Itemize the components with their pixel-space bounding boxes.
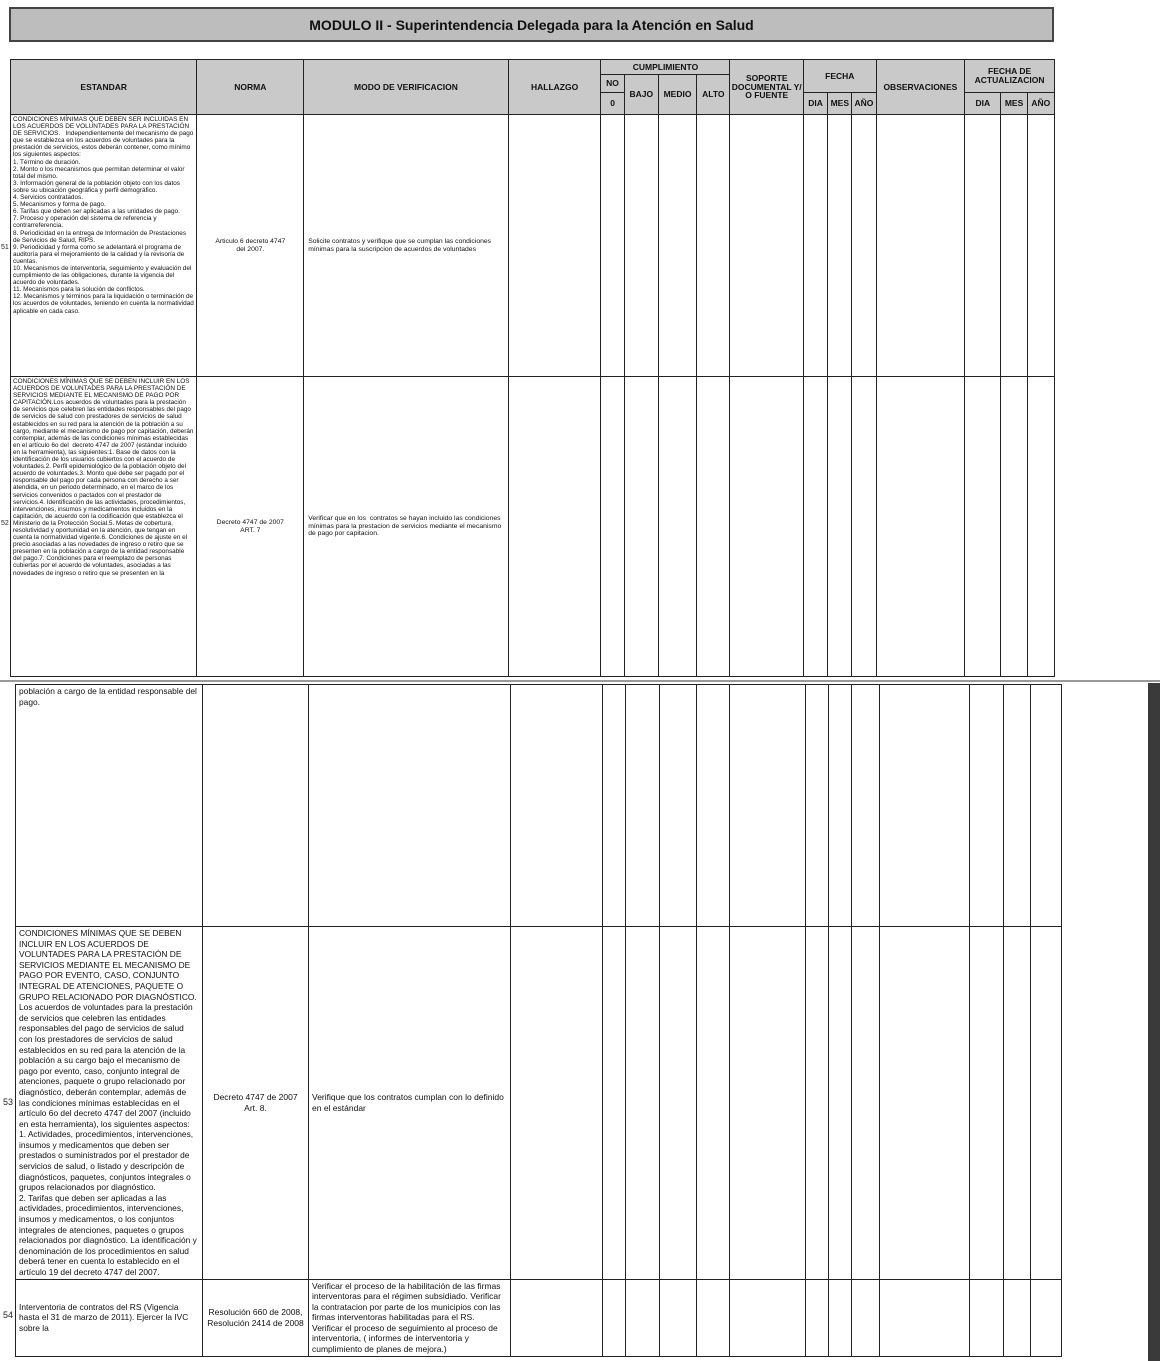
- cumplimiento-medio-cell[interactable]: [660, 1279, 697, 1356]
- header-soporte: SOPORTE DOCUMENTAL Y/ O FUENTE: [730, 60, 804, 115]
- table-row: [16, 927, 1062, 1280]
- row-number: 53: [3, 1097, 14, 1107]
- cumplimiento-alto-cell[interactable]: [697, 1279, 730, 1356]
- cumplimiento-no-cell[interactable]: [601, 115, 624, 377]
- cumplimiento-medio-cell[interactable]: [660, 927, 697, 1280]
- fecha-ano-cell[interactable]: [852, 115, 876, 377]
- fecha-dia-cell[interactable]: [804, 377, 828, 677]
- hallazgo-cell[interactable]: [508, 377, 601, 677]
- header-dia-act: DIA: [965, 93, 1001, 115]
- soporte-cell[interactable]: [730, 115, 804, 377]
- header-alto: ALTO: [697, 75, 730, 115]
- hallazgo-cell[interactable]: [508, 115, 601, 377]
- module-title: MODULO II - Superintendencia Delegada para la Atención en Salud: [9, 7, 1054, 42]
- observaciones-cell[interactable]: [880, 927, 970, 1280]
- fecha-mes-cell[interactable]: [829, 927, 852, 1280]
- fecha-dia-cell[interactable]: [806, 685, 829, 927]
- table-row: [11, 115, 1055, 377]
- act-mes-cell[interactable]: [1001, 115, 1027, 377]
- hallazgo-cell[interactable]: [511, 1279, 603, 1356]
- fecha-ano-cell[interactable]: [852, 927, 880, 1280]
- act-mes-cell[interactable]: [1004, 685, 1031, 927]
- cumplimiento-medio-cell[interactable]: [658, 377, 696, 677]
- fecha-mes-cell[interactable]: [828, 377, 852, 677]
- header-norma: NORMA: [197, 60, 304, 115]
- table-row: [16, 685, 1062, 927]
- observaciones-cell[interactable]: [876, 377, 965, 677]
- row-number: 51: [1, 244, 9, 251]
- cumplimiento-alto-cell[interactable]: [697, 115, 730, 377]
- observaciones-cell[interactable]: [880, 685, 970, 927]
- vertical-scrollbar[interactable]: [1148, 683, 1160, 1361]
- norma-cell: Articulo 6 decreto 4747 del 2007.: [197, 115, 304, 377]
- header-hallazgo: HALLAZGO: [508, 60, 601, 115]
- cumplimiento-alto-cell[interactable]: [697, 685, 730, 927]
- header-ano: AÑO: [852, 93, 876, 115]
- act-dia-cell[interactable]: [965, 115, 1001, 377]
- header-cumplimiento: CUMPLIMIENTO: [601, 60, 730, 75]
- fecha-ano-cell[interactable]: [852, 1279, 880, 1356]
- cumplimiento-medio-cell[interactable]: [660, 685, 697, 927]
- act-ano-cell[interactable]: [1031, 685, 1062, 927]
- soporte-cell[interactable]: [730, 377, 804, 677]
- fecha-mes-cell[interactable]: [828, 115, 852, 377]
- fecha-dia-cell[interactable]: [806, 927, 829, 1280]
- header-medio: MEDIO: [658, 75, 696, 115]
- modo-cell: [309, 685, 511, 927]
- fecha-ano-cell[interactable]: [852, 377, 876, 677]
- estandar-cell: CONDICIONES MÍNIMAS QUE SE DEBEN INCLUIR EN LOS ACUERDOS DE VOLUNTADES PARA LA PRESTACIÓN DE SERVICIOS MEDIANTE EL MECANISMO DE PAGO POR CAPITACIÓN.Los acuerdos de voluntades para la prestación de servicios que celebren las entidades responsables del pago de servicios de salud con prestadores de servicios de salud establecidos en su red para la atención de la población a su cargo, mediante el mecanismo de pago por capitación, deberán contemplar, además de las condiciones mínimas establecidas en el artículo 6o del decreto 4747 de 2007 (estándar incluido en la herramienta), las siguientes:1. Base de datos con la identificación de los usuarios cubiertos con el acuerdo de voluntades.2. Perfil epidemiológico de la población objeto del acuerdo de voluntades.3. Monto que debe ser pagado por el responsable del pago por cada persona con derecho a ser atendida, en un periodo determinado, en el marco de los servicios convenidos o pactados con el prestador de servicios.4. Identificación de las actividades, procedimientos, intervenciones, insumos y medicamentos incluidos en la capitación, de acuerdo con la codificación que establezca el Ministerio de la Protección Social.5. Metas de cobertura, resolutividad y oportunidad en la atención, que tengan en cuenta la normatividad vigente.6. Condiciones de ajuste en el precio asociadas a las novedades de ingreso o retiro que se presenten en la población a cargo de la entidad responsable del pago.7. Condiciones para el reemplazo de personas cubiertas por el acuerdo de voluntades, asociadas a las novedades de ingreso o retiro que se presenten en la: [11, 377, 197, 677]
- observaciones-cell[interactable]: [880, 1279, 970, 1356]
- hallazgo-cell[interactable]: [511, 685, 603, 927]
- estandar-cell: CONDICIONES MÍNIMAS QUE SE DEBEN INCLUIR EN LOS ACUERDOS DE VOLUNTADES PARA LA PRESTACIÓN DE SERVICIOS MEDIANTE EL MECANISMO DE PAGO POR EVENTO, CASO, CONJUNTO INTEGRAL DE ATENCIONES, PAQUETE O GRUPO RELACIONADO POR DIAGNÓSTICO. Los acuerdos de voluntades para la prestación de servicios que celebren las entidades responsables del pago de servicios de salud con los prestadores de servicios de salud establecidos en su red para la atención de la población a su cargo bajo el mecanismo de pago por evento, caso, conjunto integral de atenciones, paquete o grupo relacionado por diagnóstico, deberán contemplar, además de las condiciones mínimas establecidas en el artículo 6o del decreto 4747 del 2007 (incluido en esta herramienta), los siguientes aspectos: 1. Actividades, procedimientos, intervenciones, insumos y medicamentos que deben ser prestados o suministrados por el prestador de servicios de salud, o listado y descripción de diagnósticos, paquetes, conjuntos integrales o grupos relacionados por diagnóstico. 2. Tarifas que deben ser aplicadas a las actividades, procedimientos, intervenciones, insumos y medicamentos, o los conjuntos integrales de atenciones, paquetes o grupos relacionados por diagnóstico. La identificación y denominación de los procedimientos en salud deberá tener en cuenta lo establecido en el artículo 19 del decreto 4747 del 2007.: [16, 927, 203, 1280]
- modo-cell: Solicite contratos y verifique que se cumplan las condiciones mínimas para la suscripcion de acuerdos de voluntades: [304, 115, 509, 377]
- standards-table-bottom: [15, 684, 1062, 1357]
- act-dia-cell[interactable]: [965, 377, 1001, 677]
- observaciones-cell[interactable]: [876, 115, 965, 377]
- cumplimiento-bajo-cell[interactable]: [626, 1279, 660, 1356]
- page-break-divider: [0, 680, 1160, 682]
- header-mes-act: MES: [1001, 93, 1027, 115]
- header-fecha-actualizacion: FECHA DE ACTUALIZACION: [965, 60, 1055, 93]
- cumplimiento-alto-cell[interactable]: [697, 377, 730, 677]
- act-mes-cell[interactable]: [1001, 377, 1027, 677]
- estandar-cell: Interventoria de contratos del RS (Vigencia hasta el 31 de marzo de 2011). Ejercer la IVC sobre la: [16, 1279, 203, 1356]
- table-row: [16, 1279, 1062, 1356]
- header-mes: MES: [828, 93, 852, 115]
- act-mes-cell[interactable]: [1004, 927, 1031, 1280]
- soporte-cell[interactable]: [730, 1279, 806, 1356]
- modo-cell: Verifique que los contratos cumplan con lo definido en el estándar: [309, 927, 511, 1280]
- header-estandar: ESTANDAR: [11, 60, 197, 115]
- modo-cell: Verificar el proceso de la habilitación de las firmas interventoras para el régimen subsidiado. Verificar la contratacion por parte de los municipios con las firmas interventoras habilitadas para el RS. Verificar el proceso de seguimiento al proceso de interventoria, ( informes de interventoria y cumplimiento de planes de mejora.): [309, 1279, 511, 1356]
- fecha-mes-cell[interactable]: [829, 685, 852, 927]
- act-dia-cell[interactable]: [970, 1279, 1004, 1356]
- act-dia-cell[interactable]: [970, 927, 1004, 1280]
- cumplimiento-medio-cell[interactable]: [658, 115, 696, 377]
- table-row: [11, 377, 1055, 677]
- cumplimiento-alto-cell[interactable]: [697, 927, 730, 1280]
- act-ano-cell[interactable]: [1031, 1279, 1062, 1356]
- modo-cell: Verificar que en los contratos se hayan incluido las condiciones mínimas para la prestacion de servicios mediante el mecanismo de pago por capitacion.: [304, 377, 509, 677]
- header-dia: DIA: [804, 93, 828, 115]
- cumplimiento-bajo-cell[interactable]: [626, 927, 660, 1280]
- cumplimiento-bajo-cell[interactable]: [624, 115, 658, 377]
- norma-cell: Resolución 660 de 2008, Resolución 2414 de 2008: [203, 1279, 309, 1356]
- hallazgo-cell[interactable]: [511, 927, 603, 1280]
- fecha-dia-cell[interactable]: [806, 1279, 829, 1356]
- header-modo-verificacion: MODO DE VERIFICACION: [304, 60, 509, 115]
- soporte-cell[interactable]: [730, 927, 806, 1280]
- standards-table-top: [10, 59, 1055, 677]
- act-ano-cell[interactable]: [1027, 115, 1054, 377]
- header-bajo: BAJO: [624, 75, 658, 115]
- act-ano-cell[interactable]: [1027, 377, 1054, 677]
- cumplimiento-no-cell[interactable]: [603, 1279, 626, 1356]
- fecha-dia-cell[interactable]: [804, 115, 828, 377]
- header-observaciones: OBSERVACIONES: [876, 60, 965, 115]
- estandar-cell: población a cargo de la entidad responsable del pago.: [16, 685, 203, 927]
- norma-cell: [203, 685, 309, 927]
- header-fecha: FECHA: [804, 60, 877, 93]
- cumplimiento-bajo-cell[interactable]: [626, 685, 660, 927]
- fecha-mes-cell[interactable]: [829, 1279, 852, 1356]
- act-dia-cell[interactable]: [970, 685, 1004, 927]
- cumplimiento-no-cell[interactable]: [603, 685, 626, 927]
- cumplimiento-no-cell[interactable]: [603, 927, 626, 1280]
- cumplimiento-bajo-cell[interactable]: [624, 377, 658, 677]
- act-mes-cell[interactable]: [1004, 1279, 1031, 1356]
- header-ano-act: AÑO: [1027, 93, 1054, 115]
- row-number: 52: [1, 520, 9, 527]
- row-number: 54: [3, 1310, 14, 1320]
- header-cero: 0: [601, 93, 624, 115]
- header-no: NO: [601, 75, 624, 93]
- norma-cell: Decreto 4747 de 2007 Art. 8.: [203, 927, 309, 1280]
- act-ano-cell[interactable]: [1031, 927, 1062, 1280]
- norma-cell: Decreto 4747 de 2007 ART. 7: [197, 377, 304, 677]
- soporte-cell[interactable]: [730, 685, 806, 927]
- fecha-ano-cell[interactable]: [852, 685, 880, 927]
- cumplimiento-no-cell[interactable]: [601, 377, 624, 677]
- estandar-cell: CONDICIONES MÍNIMAS QUE DEBEN SER INCLUIDAS EN LOS ACUERDOS DE VOLUNTADES PARA LA PRESTACIÓN DE SERVICIOS. Independientemente del mecanismo de pago que se establezca en los acuerdos de voluntades para la prestación de servicios, estos deberán contener, como mínimo los siguientes aspectos: 1. Término de duración. 2. Monto o los mecanismos que permitan determinar el valor total del mismo. 3. Información general de la población objeto con los datos sobre su ubicación geográfica y perfil demográfico. 4. Servicios contratados. 5. Mecanismos y forma de pago. 6. Tarifas que deben ser aplicadas a las unidades de pago. 7. Proceso y operación del sistema de referencia y contrarreferencia. 8. Periodicidad en la entrega de Información de Prestaciones de Servicios de Salud, RIPS. 9. Periodicidad y forma como se adelantará el programa de auditoría para el mejoramiento de la calidad y la revisoría de cuentas. 10. Mecanismos de interventoría, seguimiento y evaluación del cumplimiento de las obligaciones, durante la vigencia del acuerdo de voluntades. 11. Mecanismos para la solución de conflictos. 12. Mecanismos y términos para la liquidación o terminación de los acuerdos de voluntades, teniendo en cuenta la normatividad aplicable en cada caso.: [11, 115, 197, 377]
